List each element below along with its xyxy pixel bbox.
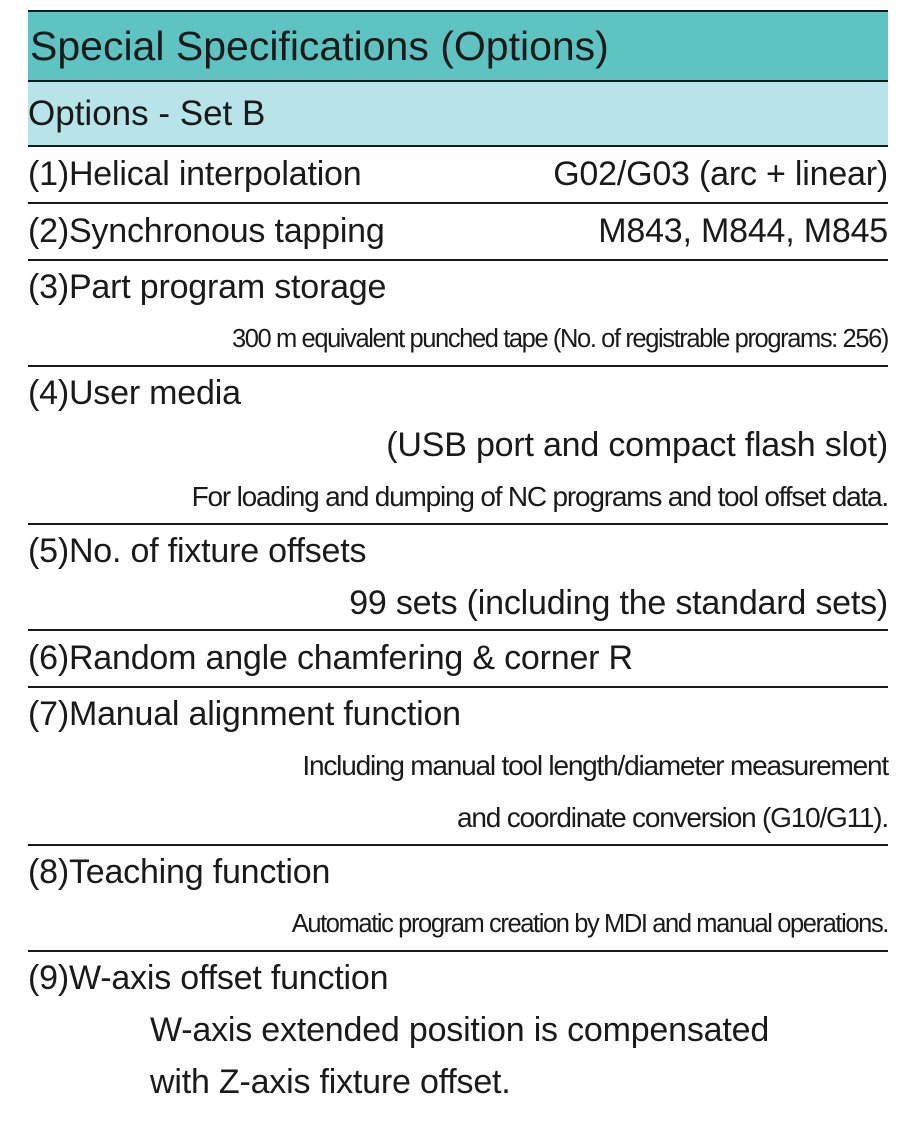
spec-label: (7)Manual alignment function	[28, 694, 461, 733]
spec-label: (5)No. of fixture offsets	[28, 531, 367, 570]
spec-label: (8)Teaching function	[28, 852, 331, 891]
spec-value: 99 sets (including the standard sets)	[349, 583, 888, 622]
spec-label: (1)Helical interpolation	[28, 155, 362, 193]
spec-label: (6)Random angle chamfering & corner R	[28, 639, 633, 677]
spec-value: M843, M844, M845	[598, 212, 888, 250]
spec-detail: For loading and dumping of NC programs and tool offset data.	[191, 481, 888, 512]
spec-detail-line: and coordinate conversion (G10/G11).	[457, 802, 888, 833]
spec-item-fixture-offsets	[28, 525, 888, 631]
spec-label: (2)Synchronous tapping	[28, 212, 385, 250]
spec-item-user-media	[28, 367, 888, 525]
spec-detail-line: Including manual tool length/diameter measurement	[302, 750, 888, 781]
section-subtitle: Options - Set B	[28, 82, 888, 147]
spec-value: (USB port and compact flash slot)	[386, 425, 888, 464]
spec-item-chamfering	[28, 631, 888, 688]
spec-item-part-program-storage	[28, 261, 888, 367]
spec-sheet	[28, 10, 888, 1108]
spec-detail: Automatic program creation by MDI and manual operations.	[291, 909, 888, 938]
spec-item-manual-alignment	[28, 688, 888, 846]
section-title: Special Specifications (Options)	[28, 10, 888, 82]
spec-detail: 300 m equivalent punched tape (No. of registrable programs: 256)	[231, 324, 888, 353]
spec-label: (4)User media	[28, 373, 241, 412]
spec-item-teaching-function	[28, 846, 888, 952]
spec-label: (3)Part program storage	[28, 267, 387, 306]
spec-value: G02/G03 (arc + linear)	[553, 155, 888, 193]
spec-label: (9)W-axis offset function	[28, 958, 389, 997]
spec-item-w-axis-offset	[28, 952, 888, 1108]
spec-detail-line: W-axis extended position is compensated	[150, 1010, 770, 1049]
spec-item-helical-interpolation	[28, 147, 888, 204]
spec-item-synchronous-tapping	[28, 204, 888, 261]
spec-detail-line: with Z-axis fixture offset.	[150, 1062, 511, 1101]
